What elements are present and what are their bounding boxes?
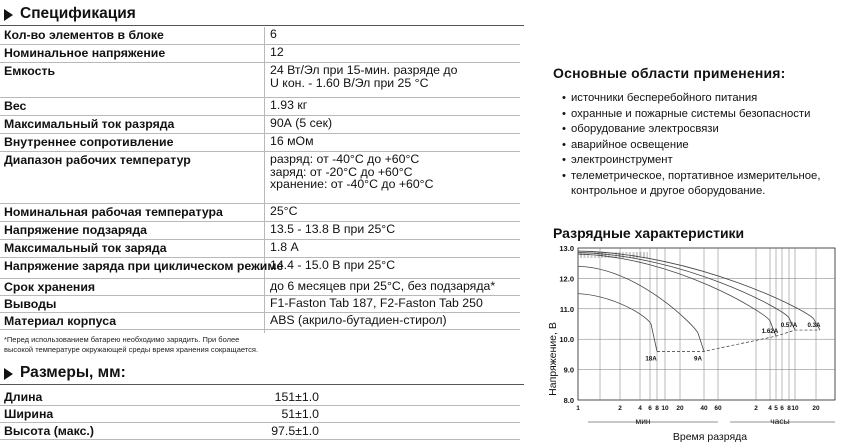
triangle-marker-icon xyxy=(4,9,13,21)
spec-value-line: заряд: от -20°C до +60°C xyxy=(270,164,413,179)
spec-value-line: ABS (акрило-бутадиен-стирол) xyxy=(270,313,447,327)
spec-section-header xyxy=(0,5,524,26)
application-item xyxy=(562,169,820,185)
spec-value-line: 90А (5 сек) xyxy=(270,116,333,130)
x-tick-label: 5 xyxy=(774,405,778,412)
discharge-chart xyxy=(540,240,840,447)
series-label: 0.57A xyxy=(780,322,798,330)
y-tick-label: 11.0 xyxy=(559,304,574,314)
x-tick-label: 1 xyxy=(576,405,580,412)
y-tick-label: 8.0 xyxy=(563,396,574,405)
x-tick-label: 2 xyxy=(618,405,622,412)
spec-value xyxy=(270,117,332,130)
dims-row-length: Длина 151±1.0 xyxy=(0,389,520,406)
spec-label: Материал корпуса xyxy=(4,314,117,328)
discharge-curve xyxy=(578,253,795,331)
application-text: электроинструмент xyxy=(571,154,673,166)
spec-value-line: 12 xyxy=(270,45,284,59)
spec-row xyxy=(0,204,520,222)
discharge-curve xyxy=(578,294,657,352)
spec-value xyxy=(270,153,433,191)
y-tick-label: 9.0 xyxy=(563,365,574,375)
y-axis-label: Напряжение, В xyxy=(547,322,559,396)
bullet-icon: • xyxy=(562,138,566,151)
spec-value-line: 1.93 кг xyxy=(270,98,308,112)
spec-value-line: F1-Faston Tab 187, F2-Faston Tab 250 xyxy=(270,296,483,310)
spec-value xyxy=(270,64,457,89)
spec-value xyxy=(270,135,314,148)
spec-row xyxy=(0,240,520,258)
spec-row xyxy=(0,116,520,134)
spec-label: Вес xyxy=(4,99,27,113)
bullet-icon: • xyxy=(562,169,566,182)
application-item xyxy=(562,107,820,123)
application-text: телеметрическое, портативное измерительное, xyxy=(571,169,821,182)
application-text: оборудование электросвязи xyxy=(571,123,719,135)
series-label: 0.3A xyxy=(807,322,821,330)
spec-row xyxy=(0,313,520,330)
bullet-icon: • xyxy=(562,107,566,120)
application-item xyxy=(562,138,820,154)
x-unit-min: мин xyxy=(635,416,651,426)
discharge-curve xyxy=(578,251,820,330)
spec-label: Срок хранения xyxy=(4,280,96,294)
x-tick-label: 6 xyxy=(780,405,784,412)
spec-value-line: 25°C xyxy=(270,204,298,218)
spec-value-line: разряд: от -40°C до +60°C xyxy=(270,152,420,166)
applications-list xyxy=(562,91,820,200)
chart-curves xyxy=(578,251,820,351)
spec-value-line: 1.8 А xyxy=(270,240,299,254)
x-tick-label: 60 xyxy=(714,405,722,412)
spec-value xyxy=(270,241,299,254)
spec-value-line: хранение: от -40°C до +60°C xyxy=(270,177,434,191)
spec-value xyxy=(270,223,395,236)
discharge-curve xyxy=(578,254,776,336)
spec-value-line: до 6 месяцев при 25°C, без подзаряда* xyxy=(270,279,496,293)
spec-row xyxy=(0,98,520,116)
spec-row xyxy=(0,134,520,152)
x-tick-label: 40 xyxy=(700,405,708,412)
x-tick-label: 8 xyxy=(787,405,791,412)
chart-title: Разрядные характеристики xyxy=(553,225,745,241)
spec-value-line: 13.5 - 13.8 В при 25°C xyxy=(270,222,396,236)
x-unit-hours: часы xyxy=(770,416,790,426)
x-axis-label: Время разряда xyxy=(672,431,748,443)
spec-footnote: *Перед использованием батарею необходимо зарядить. При более высокой температуре окружающей среды время хранения сокращается. xyxy=(4,335,259,354)
application-text: охранные и пожарные системы безопасности xyxy=(571,107,811,120)
spec-label: Напряжение заряда при циклическом режиме xyxy=(4,259,284,273)
spec-row xyxy=(0,63,520,98)
dims-section-header xyxy=(0,364,524,385)
spec-label: Внутреннее сопротивление xyxy=(4,135,174,149)
series-label: 1.62A xyxy=(761,328,779,336)
spec-value-line: 24 Вт/Эл при 15-мин. разряде до xyxy=(270,63,458,77)
x-tick-label: 4 xyxy=(768,405,772,412)
bullet-icon: • xyxy=(562,123,566,135)
bullet-icon: • xyxy=(562,154,566,166)
application-item xyxy=(562,122,820,138)
spec-row xyxy=(0,152,520,204)
series-label: 9A xyxy=(694,355,702,363)
spec-value xyxy=(270,99,307,112)
spec-value xyxy=(270,205,297,218)
spec-label: Емкость xyxy=(4,64,56,78)
application-item xyxy=(562,184,820,200)
spec-title: Спецификация xyxy=(20,5,136,22)
end-voltage-line xyxy=(657,330,820,351)
spec-row xyxy=(0,45,520,63)
spec-value xyxy=(270,46,284,59)
spec-value xyxy=(270,280,495,293)
dims-row-width: Ширина 51±1.0 xyxy=(0,406,520,423)
spec-value-line: 16 мОм xyxy=(270,134,314,148)
spec-value xyxy=(270,259,395,272)
spec-label: Напряжение подзаряда xyxy=(4,223,147,237)
spec-label: Диапазон рабочих температур xyxy=(4,153,191,167)
spec-value-line: U кон. - 1.60 В/Эл при 25 °C xyxy=(270,75,429,90)
spec-row xyxy=(0,222,520,240)
applications-title: Основные области применения: xyxy=(553,65,786,81)
triangle-marker-icon xyxy=(4,368,13,380)
spec-row xyxy=(0,258,520,279)
spec-value-line: 14.4 - 15.0 В при 25°C xyxy=(270,258,396,272)
x-tick-label: 4 xyxy=(638,405,642,412)
spec-label: Выводы xyxy=(4,297,57,311)
spec-value xyxy=(270,28,277,41)
x-tick-label: 10 xyxy=(661,405,669,412)
series-label: 18A xyxy=(645,355,657,363)
application-text: контрольное и другое оборудование. xyxy=(571,185,766,197)
x-tick-label: 8 xyxy=(655,405,659,412)
spec-label: Максимальный ток заряда xyxy=(4,241,167,255)
y-tick-label: 13.0 xyxy=(559,244,574,253)
dims-row-height: Высота (макс.) 97.5±1.0 xyxy=(0,423,520,440)
y-tick-label: 12.0 xyxy=(559,274,574,284)
spec-row xyxy=(0,296,520,313)
spec-label: Номинальное напряжение xyxy=(4,46,166,60)
x-tick-label: 2 xyxy=(754,405,758,412)
y-tick-label: 10.0 xyxy=(559,335,574,345)
application-text: источники бесперебойного питания xyxy=(571,92,758,104)
x-tick-label: 20 xyxy=(676,405,684,412)
dims-title: Размеры, мм: xyxy=(20,364,126,381)
spec-value xyxy=(270,314,447,327)
x-tick-label: 6 xyxy=(648,405,652,412)
x-tick-label: 20 xyxy=(812,405,820,412)
spec-row xyxy=(0,27,520,45)
application-text: аварийное освещение xyxy=(571,138,689,151)
spec-row xyxy=(0,279,520,296)
spec-value xyxy=(270,297,483,310)
spec-label: Номинальная рабочая температура xyxy=(4,205,223,219)
spec-label: Максимальный ток разряда xyxy=(4,117,175,131)
spec-label: Кол-во элементов в блоке xyxy=(4,28,164,42)
bullet-icon: • xyxy=(562,92,566,104)
application-item xyxy=(562,91,820,107)
x-tick-label: 10 xyxy=(791,405,799,412)
spec-value-line: 6 xyxy=(270,27,277,41)
application-item xyxy=(562,153,820,169)
